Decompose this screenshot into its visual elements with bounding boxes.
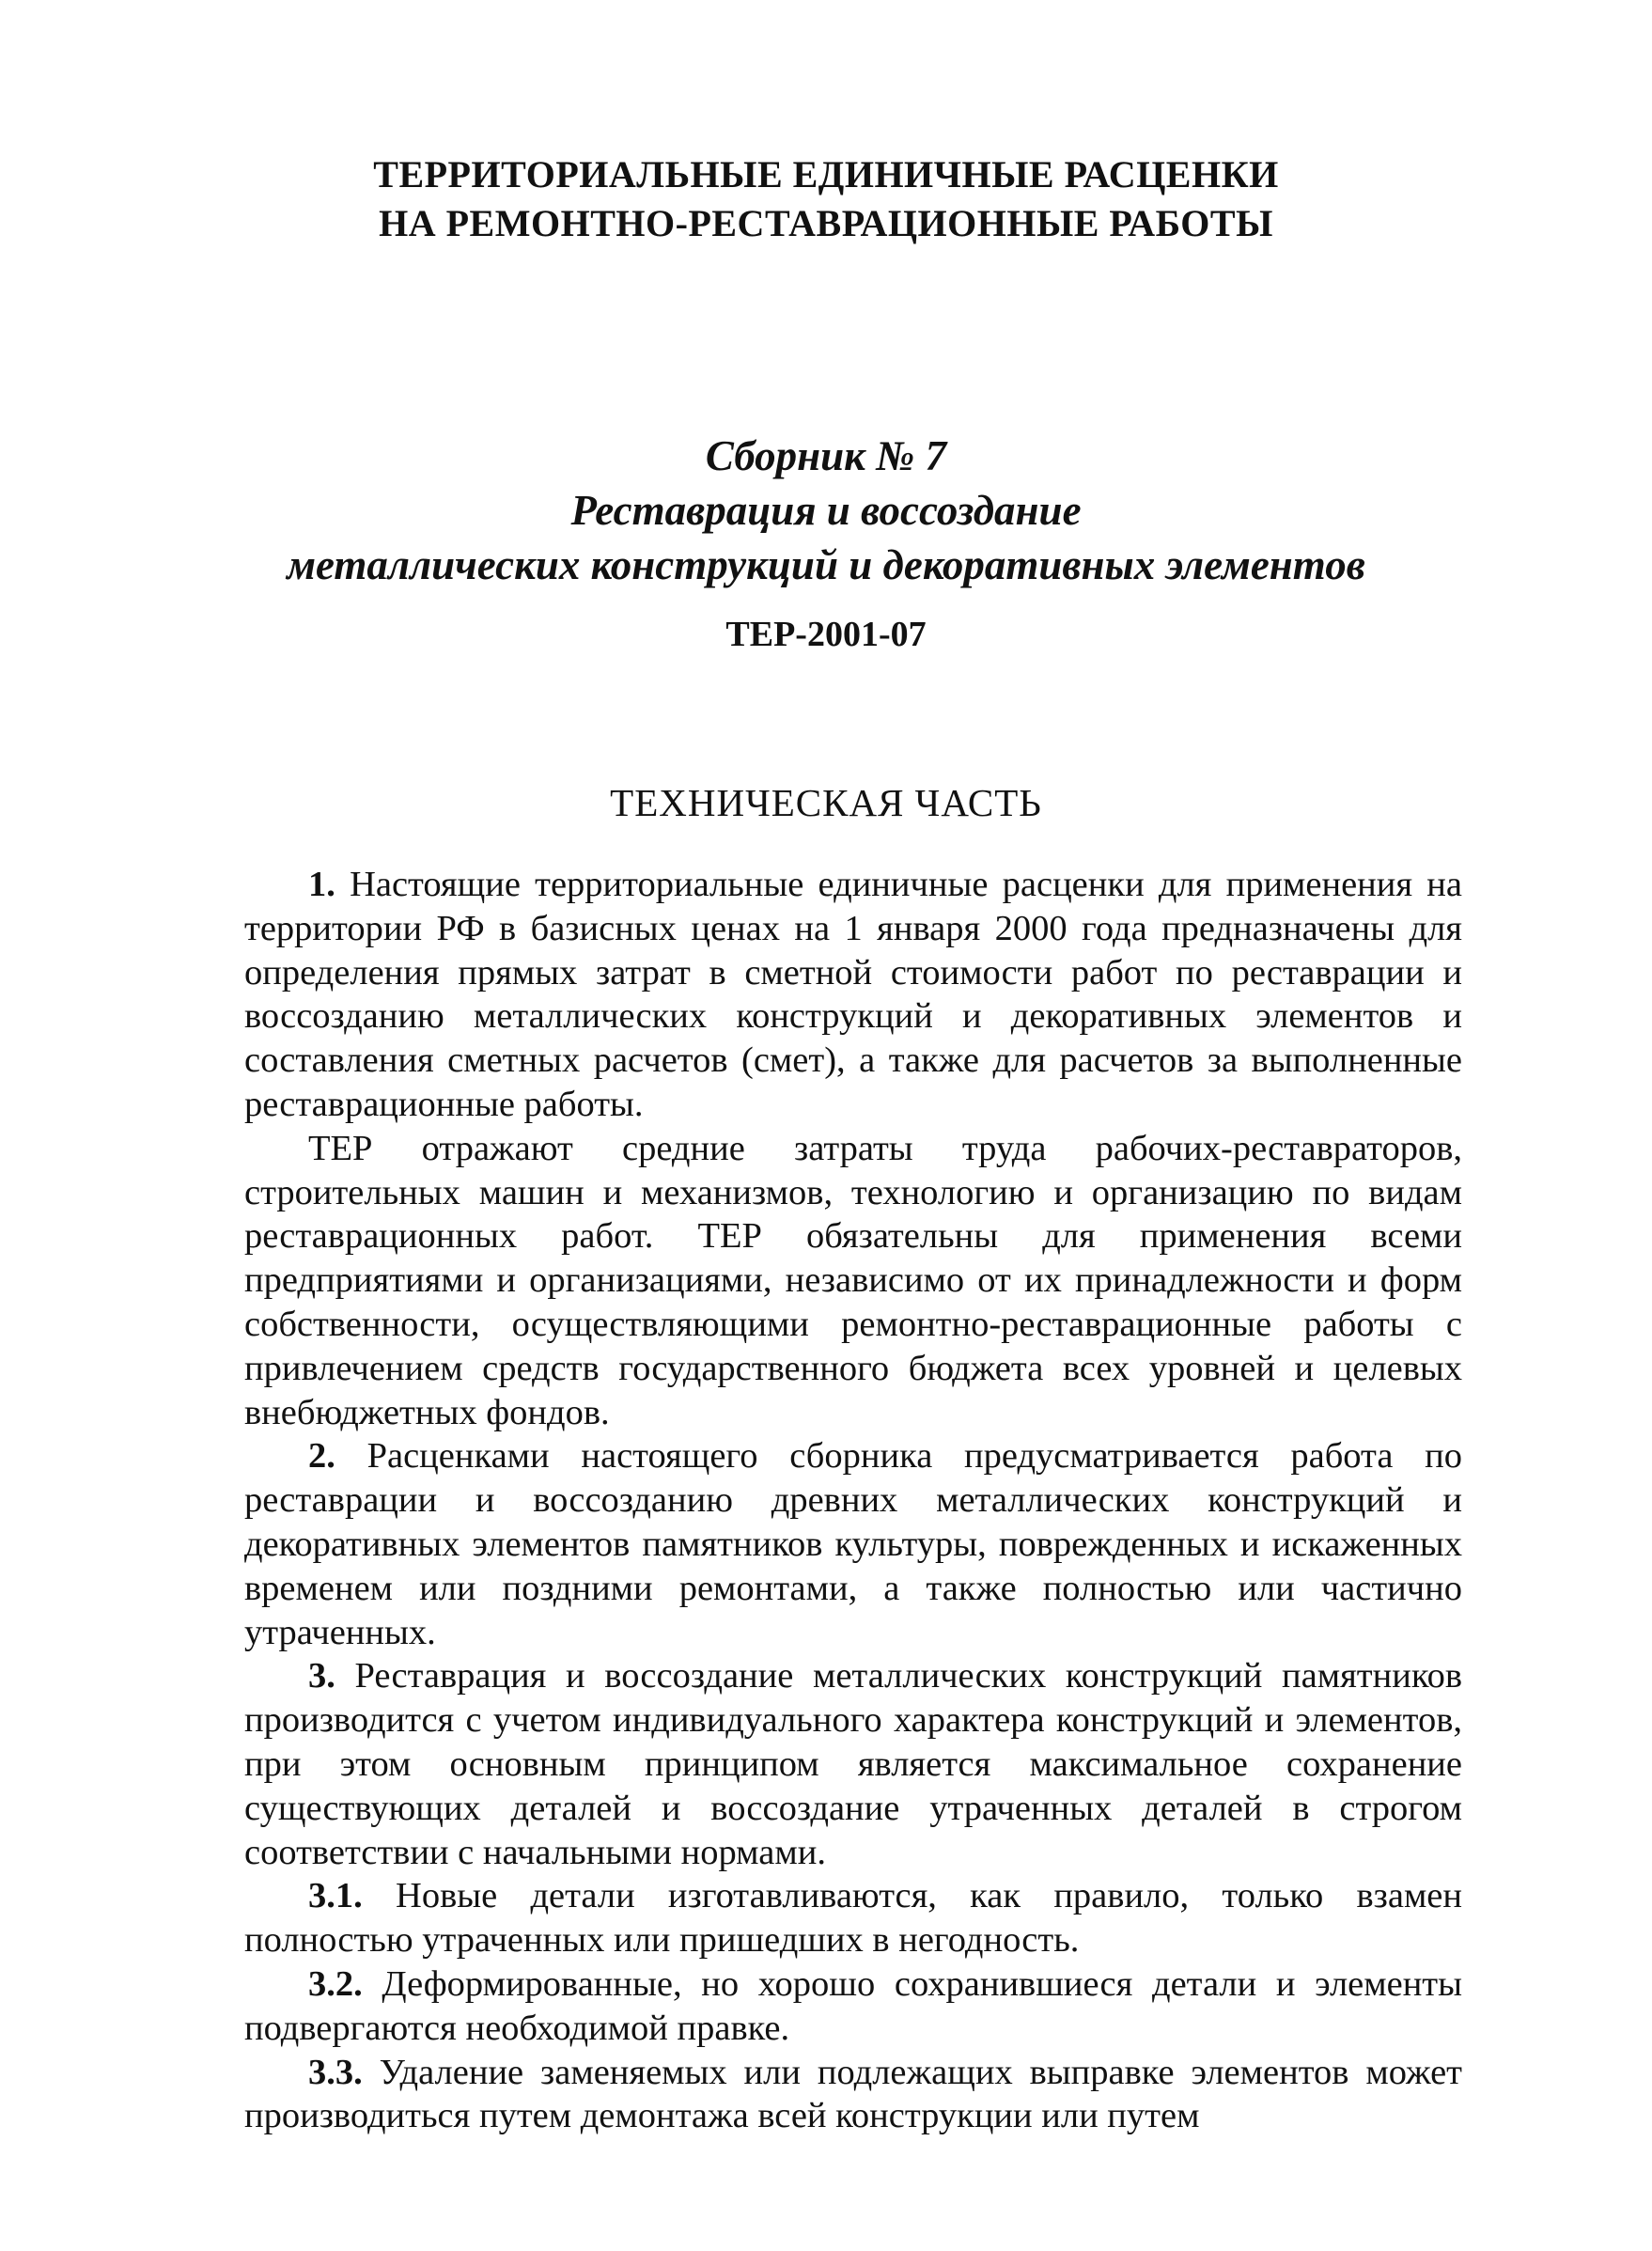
- collection-subject-line-1: Реставрация и воссоздание: [570, 487, 1082, 534]
- paragraph-1-continued: [244, 1127, 1462, 1435]
- title-line-2: НА РЕМОНТНО-РЕСТАВРАЦИОННЫЕ РАБОТЫ: [379, 202, 1273, 244]
- paragraph-number: 3.2.: [308, 1963, 363, 2004]
- title-line-1: ТЕРРИТОРИАЛЬНЫЕ ЕДИНИЧНЫЕ РАСЦЕНКИ: [373, 153, 1279, 195]
- section-title: ТЕХНИЧЕСКАЯ ЧАСТЬ: [610, 781, 1042, 824]
- paragraph-3: [244, 1654, 1462, 1874]
- paragraph-text: Удаление заменяемых или подлежащих выправке элементов может производиться путем демонтажа всей конструкции или путем: [244, 2052, 1462, 2136]
- paragraph-3-2: [244, 1962, 1462, 2051]
- paragraph-text: Расценками настоящего сборника предусматривается работа по реставрации и воссозданию древних металлических конструкций и декоративных элементов памятников культуры, поврежденных и искаженных временем или поздними ремонтами, а также полностью или частично утраченных.: [244, 1436, 1462, 1652]
- paragraph-text: Новые детали изготавливаются, как правило, только взамен полностью утраченных или пришедших в негодность.: [244, 1876, 1463, 1961]
- body-text: [244, 863, 1462, 2138]
- paragraph-1: [244, 863, 1462, 1127]
- collection-heading: [0, 429, 1652, 592]
- document-code: ТЕР-2001-07: [725, 615, 927, 654]
- paragraph-text: Реставрация и воссоздание металлических конструкций памятников производится с учетом индивидуального характера конструкций и элементов, при этом основным принципом является максимальное сохранение существующих деталей и воссоздание утраченных деталей в строгом соответствии с начальными нормами.: [244, 1656, 1463, 1872]
- paragraph-3-3: [244, 2051, 1462, 2139]
- paragraph-text: Настоящие территориальные единичные расценки для применения на территории РФ в базисных ценах на 1 января 2000 года предназначены для определения прямых затрат в сметной стоимости работ по реставрации и воссозданию металлических конструкций и декоративных элементов и составления сметных расчетов (смет), а также для расчетов за выполненные реставрационные работы.: [244, 865, 1462, 1124]
- collection-number: Сборник № 7: [705, 432, 947, 479]
- paragraph-2: [244, 1434, 1462, 1654]
- paragraph-number: 3.3.: [308, 2052, 363, 2092]
- paragraph-number: 3.: [308, 1656, 335, 1696]
- paragraph-number: 3.1.: [308, 1876, 363, 1916]
- paragraph-number: 1.: [308, 865, 335, 904]
- paragraph-3-1: [244, 1874, 1462, 1962]
- paragraph-text: ТЕР отражают средние затраты труда рабочих-реставраторов, строительных машин и механизмов, технологию и организацию по видам реставрационных работ. ТЕР обязательны для применения всеми предприятиями и организациями, независимо от их принадлежности и форм собственности, осуществляющими ремонтно-реставрационные работы с привлечением средств государственного бюджета всех уровней и целевых внебюджетных фондов.: [244, 1128, 1462, 1432]
- paragraph-text: Деформированные, но хорошо сохранившиеся детали и элементы подвергаются необходимой правке.: [244, 1963, 1463, 2048]
- document-title: [0, 150, 1652, 248]
- collection-subject-line-2: металлических конструкций и декоративных элементов: [287, 541, 1365, 588]
- paragraph-number: 2.: [308, 1436, 335, 1477]
